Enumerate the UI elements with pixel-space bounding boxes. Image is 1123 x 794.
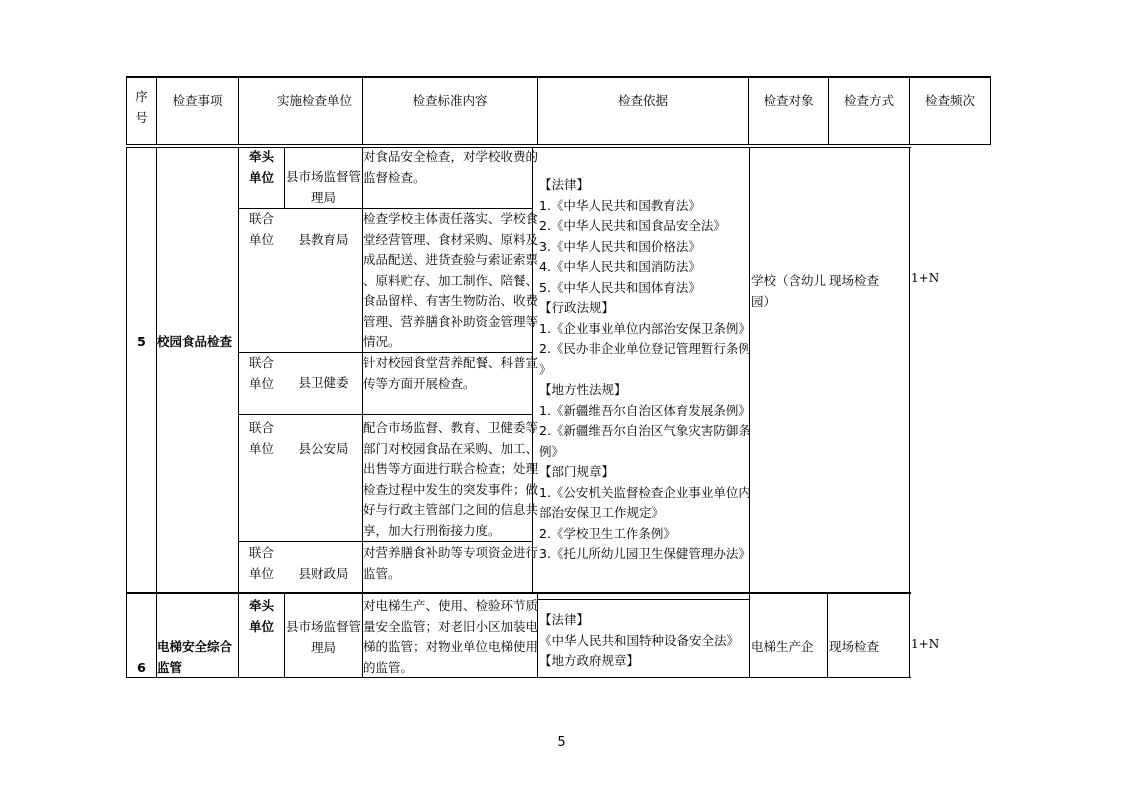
inspection-frequency: 1+N	[911, 637, 940, 651]
unit-role: 联合 单位	[248, 211, 274, 247]
unit-name: 县教育局	[298, 232, 349, 247]
unit-role: 牵头 单位	[248, 149, 274, 185]
header-method: 检查方式	[843, 93, 894, 108]
unit-name: 县市场监督管 理局	[285, 169, 361, 205]
unit-content: 配合市场监督、教育、卫健委等 部门对校园食品在采购、加工、 出售等方面进行联合检查；处理 检查过程中发生的突发事件；做 好与行政主管部门之间的信息共 享，加大行刑衔接力度。	[363, 420, 539, 538]
unit-name: 县卫健委	[298, 375, 349, 390]
inspection-method: 现场检查	[829, 273, 880, 288]
unit-name: 县市场监督管 理局	[285, 619, 361, 655]
unit-role: 联合 单位	[248, 355, 274, 391]
inspection-frequency: 1+N	[911, 271, 940, 285]
header-no: 序 号	[135, 89, 148, 125]
inspection-method: 现场检查	[829, 639, 880, 654]
unit-content: 针对校园食堂营养配餐、科普宣 传等方面开展检查。	[363, 355, 539, 391]
unit-content: 检查学校主体责任落实、学校食 堂经营管理、食材采购、原料及 成品配送、进货查验与索证索票 、原料贮存、加工制作、陪餐、 食品留样、有害生物防治、收费 管理、营养膳食补助资金管理等 情况。	[363, 211, 539, 349]
header-frequency: 检查频次	[924, 93, 975, 108]
unit-name: 县财政局	[298, 566, 349, 581]
inspection-object: 学校（含幼儿 园）	[751, 273, 827, 309]
page-number: 5	[557, 735, 566, 750]
inspection-basis: 【法律】 《中华人民共和国特种设备安全法》 【地方政府规章】	[539, 612, 740, 668]
unit-role: 联合 单位	[248, 545, 274, 581]
unit-role: 牵头 单位	[248, 598, 274, 634]
unit-role: 联合 单位	[248, 420, 274, 456]
header-object: 检查对象	[763, 93, 814, 108]
header-item: 检查事项	[172, 93, 223, 108]
row-item: 校园食品检查	[157, 334, 233, 349]
unit-name: 县公安局	[298, 441, 349, 456]
row-number: 6	[137, 660, 146, 675]
inspection-object: 电梯生产企	[751, 639, 814, 654]
header-unit: 实施检查单位	[276, 93, 352, 108]
unit-content: 对电梯生产、使用、检验环节质 量安全监管；对老旧小区加装电 梯的监管；对物业单位电梯使用 的监管。	[363, 598, 539, 675]
row-item: 电梯安全综合 监管	[157, 639, 233, 675]
unit-content: 对营养膳食补助等专项资金进行 监管。	[363, 545, 539, 581]
row-number: 5	[137, 334, 146, 349]
inspection-basis: 【法律】 1.《中华人民共和国教育法》 2.《中华人民共和国食品安全法》 3.《中华人民共和国价格法》 4.《中华人民共和国消防法》 5.《中华人民共和国体育法》 【行政法规】 1.《企业事业单位内部治安保卫条例》 2.《民办非企业单位登记管理暂行条例 》 【地方性法规】 1.《新疆维吾尔自治区体育发展条例》 2.《新疆维吾尔自治区气象灾害防御条 例》 【部门规章】 1.《公安机关监督检查企业事业单位内 部治安保卫工作规定》 2.《学校卫生工作条例》 3.《托儿所幼儿园卫生保健管理办法》	[539, 177, 751, 561]
unit-content: 对食品安全检查，对学校收费的 监督检查。	[363, 149, 539, 185]
header-standard: 检查标准内容	[412, 93, 488, 108]
header-basis: 检查依据	[617, 93, 668, 108]
